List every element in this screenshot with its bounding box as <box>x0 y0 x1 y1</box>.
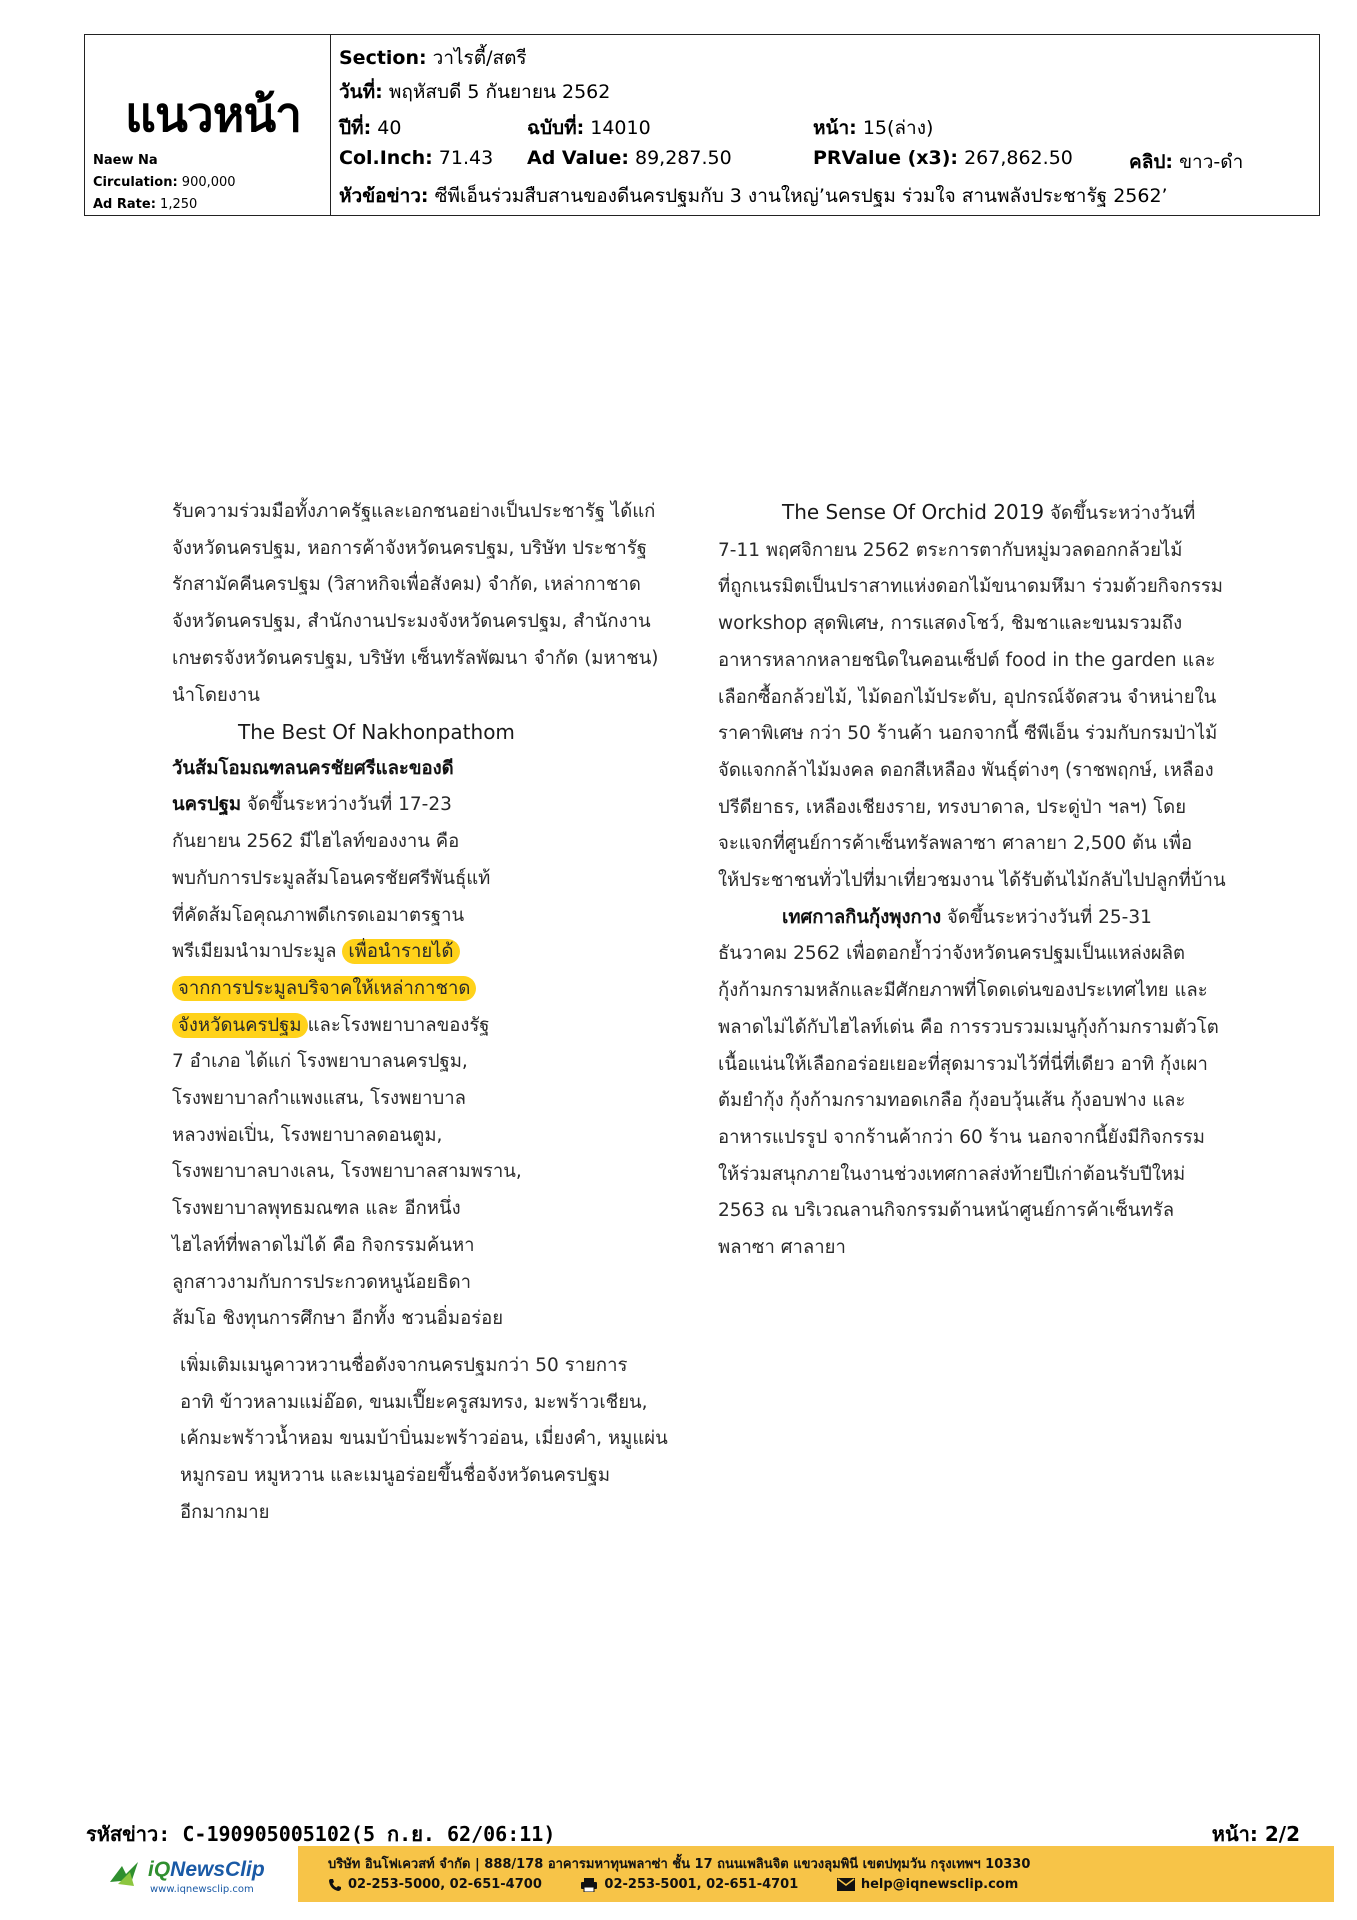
text-line: ปรีดียาธร, เหลืองเชียงราย, ทรงบาดาล, ประดู่ป่า ฯลฯ) โดย <box>718 796 1187 818</box>
text-line: ต้มยำกุ้ง กุ้งก้ามกรามทอดเกลือ กุ้งอบวุ้นเส้น กุ้งอบฟาง และ <box>718 1090 1186 1112</box>
text-line: 7-11 พฤศจิกายน 2562 ตระการตากับหมู่มวลดอกกล้วยไม้ <box>718 539 1183 561</box>
text-line: โรงพยาบาลบางเลน, โรงพยาบาลสามพราน, <box>172 1161 522 1183</box>
publication-logo: แนวหน้า <box>125 87 302 143</box>
text-line: ที่ถูกเนรมิตเป็นปราสาทแห่งดอกไม้ขนาดมหึมา ร่วมด้วยกิจกรรม <box>718 576 1223 598</box>
text-line: ไฮไลท์ที่พลาดไม่ได้ คือ กิจกรรมค้นหา <box>172 1234 475 1256</box>
text-line: อีกมากมาย <box>180 1501 270 1523</box>
publication-name: Naew Na <box>93 153 158 168</box>
text-line: โรงพยาบาลพุทธมณฑล และ อีกหนึ่ง <box>172 1198 461 1220</box>
text-line: เทศกาลกินกุ้งพุงกาง จัดขึ้นระหว่างวันที่ 25-31 <box>782 906 1152 928</box>
text-line: พบกับการประมูลส้มโอนครชัยศรีพันธุ์แท้ <box>172 867 491 889</box>
logo-wordmark: iQNewsClip <box>148 1858 265 1881</box>
text-line: เลือกซื้อกล้วยไม้, ไม้ดอกไม้ประดับ, อุปกรณ์จัดสวน จำหน่ายใน <box>718 686 1217 708</box>
page-field: หน้า: 15(ล่าง) <box>813 117 934 139</box>
text-line: หมูกรอบ หมูหวาน และเมนูอร่อยขึ้นชื่อจังหวัดนครปฐม <box>180 1465 611 1487</box>
text-line: กุ้งก้ามกรามหลักและมีศักยภาพที่โดดเด่นของประเทศไทย และ <box>718 980 1208 1002</box>
text-line: รับความร่วมมือทั้งภาครัฐและเอกชนอย่างเป็นประชารัฐ ได้แก่ <box>172 501 656 522</box>
clipping-header <box>84 34 1320 216</box>
text-line: นครปฐม จัดขึ้นระหว่างวันที่ 17-23 <box>172 794 452 816</box>
page-number: หน้า: 2/2 <box>1211 1822 1300 1846</box>
iqnewsclip-logo <box>108 1856 304 1900</box>
text-line: เค้กมะพร้าวน้ำหอม ขนมบ้าบิ่นมะพร้าวอ่อน, เมี่ยงคำ, หมูแผ่น <box>180 1428 668 1450</box>
text-line: ธันวาคม 2562 เพื่อตอกย้ำว่าจังหวัดนครปฐมเป็นแหล่งผลิต <box>718 943 1186 965</box>
orchid-event-title: The Sense Of Orchid 2019 <box>782 500 1045 524</box>
clipping-details <box>339 35 1319 215</box>
publication-panel <box>85 35 331 215</box>
highlighted-text: จากการประมูลบริจาคให้เหล่ากาชาด <box>172 976 476 1001</box>
contact-bar <box>298 1846 1334 1902</box>
text-line: จัดแจกกล้าไม้มงคล ดอกสีเหลือง พันธุ์ต่างๆ (ราชพฤกษ์, เหลือง <box>718 759 1214 781</box>
company-address: บริษัท อินโฟเควสท์ จำกัด | 888/178 อาคารมหาทุนพลาซ่า ชั้น 17 ถนนเพลินจิต แขวงลุมพินี เขตปทุมวัน กรุงเทพฯ 10330 <box>328 1857 1031 1872</box>
text-line: จังหวัดนครปฐม และโรงพยาบาลของรัฐ <box>172 1008 512 1045</box>
contact-details <box>328 1877 1052 1892</box>
text-line: workshop สุดพิเศษ, การแสดงโชว์, ชิมชาและขนมรวมถึง <box>718 613 1183 635</box>
text-line: ให้ร่วมสนุกภายในงานช่วงเทศกาลส่งท้ายปีเก่าต้อนรับปีใหม่ <box>718 1163 1186 1185</box>
event-title-end: นครปฐม <box>172 794 242 816</box>
text-line: 7 อำเภอ ได้แก่ โรงพยาบาลนครปฐม, <box>172 1051 468 1073</box>
text-line: ส้มโอ ชิงทุนการศึกษา อีกทั้ง ชวนอิ่มอร่อย <box>172 1308 504 1330</box>
section-heading: The Best Of Nakhonpathom <box>238 720 515 744</box>
text-line: รักสามัคคีนครปฐม (วิสาหกิจเพื่อสังคม) จำกัด, เหล่ากาชาด <box>172 574 641 596</box>
text-line: พรีเมียมนำมาประมูล เพื่อนำรายได้ <box>172 934 512 971</box>
section-field: Section: วาไรตี้/สตรี <box>339 47 527 69</box>
text-line: ที่คัดส้มโอคุณภาพดีเกรดเอมาตรฐาน <box>172 904 465 926</box>
text-line: The Sense Of Orchid 2019 จัดขึ้นระหว่างวันที่ <box>782 500 1196 524</box>
email-icon <box>837 1878 855 1891</box>
colinch-field: Col.Inch: 71.43 <box>339 147 494 169</box>
text-line: เนื้อแน่นให้เลือกอร่อยเยอะที่สุดมารวมไว้ที่นี่ที่เดียว อาทิ กุ้งเผา <box>718 1053 1208 1075</box>
text-line: หลวงพ่อเปิ่น, โรงพยาบาลดอนตูม, <box>172 1124 443 1146</box>
best-of-nakhonpathom-section <box>172 714 522 1338</box>
text-line: จังหวัดนครปฐม, หอการค้าจังหวัดนครปฐม, บริษัท ประชารัฐ <box>172 537 647 559</box>
text-line: กันยายน 2562 มีไฮไลท์ของงาน คือ <box>172 831 460 853</box>
highlighted-text: จังหวัดนครปฐม <box>172 1013 308 1038</box>
phone-icon <box>328 1878 342 1892</box>
issue-field: ฉบับที่: 14010 <box>527 117 651 139</box>
circulation: Circulation: 900,000 <box>93 175 236 190</box>
text-line: ลูกสาวงามกับการประกวดหนูน้อยธิดา <box>172 1271 472 1293</box>
email-contact: help@iqnewsclip.com <box>837 1877 1018 1892</box>
headline-field: หัวข้อข่าว: ซีพีเอ็นร่วมสืบสานของดีนครปฐมกับ 3 งานใหญ่’นครปฐม ร่วมใจ สานพลังประชารัฐ 2562’ <box>339 185 1168 207</box>
text-line: จะแจกที่ศูนย์การค้าเซ็นทรัลพลาซา ศาลายา 2,500 ต้น เพื่อ <box>718 833 1193 855</box>
text-line: อาทิ ข้าวหลามแม่อ๊อด, ขนมเปี๊ยะครูสมทรง, มะพร้าวเชียน, <box>180 1391 648 1413</box>
logo-url: www.iqnewsclip.com <box>150 1884 254 1895</box>
article-left-intro <box>172 494 688 714</box>
text-line: ให้ประชาชนทั่วไปที่มาเที่ยวชมงาน ได้รับต้นไม้กลับไปปลูกที่บ้าน <box>718 870 1226 892</box>
ad-rate: Ad Rate: 1,250 <box>93 197 198 212</box>
article-left-bottom <box>180 1348 696 1532</box>
shrimp-event-title: เทศกาลกินกุ้งพุงกาง <box>782 906 942 928</box>
text-line: จังหวัดนครปฐม, สำนักงานประมงจังหวัดนครปฐม, สำนักงาน <box>172 611 651 633</box>
clip-field: คลิป: ขาว-ดำ <box>1129 151 1244 173</box>
text-line: เพิ่มเติมเมนูคาวหวานชื่อดังจากนครปฐมกว่า 50 รายการ <box>180 1355 628 1376</box>
date-field: วันที่: พฤหัสบดี 5 กันยายน 2562 <box>339 81 611 103</box>
text-line: เกษตรจังหวัดนครปฐม, บริษัท เซ็นทรัลพัฒนา จำกัด (มหาชน) <box>172 647 659 669</box>
text-line: 2563 ณ บริเวณลานกิจกรรมด้านหน้าศูนย์การค้าเซ็นทรัล <box>718 1200 1175 1222</box>
text-line: พลาดไม่ได้กับไฮไลท์เด่น คือ การรวบรวมเมนูกุ้งก้ามกรามตัวโต <box>718 1016 1219 1038</box>
advalue-field: Ad Value: 89,287.50 <box>527 147 732 169</box>
fax-icon <box>580 1878 598 1892</box>
event-title: วันส้มโอมณฑลนครชัยศรีและของดี <box>172 757 454 779</box>
phone-contact: 02-253-5000, 02-651-4700 <box>328 1877 542 1892</box>
highlighted-text: เพื่อนำรายได้ <box>342 939 459 964</box>
fax-contact: 02-253-5001, 02-651-4701 <box>580 1877 798 1892</box>
text-line: โรงพยาบาลกำแพงแสน, โรงพยาบาล <box>172 1088 466 1110</box>
text-line <box>172 971 512 1008</box>
text-line: ราคาพิเศษ กว่า 50 ร้านค้า นอกจากนี้ ซีพีเอ็น ร่วมกับกรมป่าไม้ <box>718 723 1218 745</box>
article-right-column <box>718 494 1238 1267</box>
news-reference-code: รหัสข่าว: C-190905005102(5 ก.ย. 62/06:11) <box>86 1822 556 1846</box>
bird-icon <box>108 1860 144 1890</box>
text-line: นำโดยงาน <box>172 684 260 706</box>
text-line: อาหารแปรรูป จากร้านค้ากว่า 60 ร้าน นอกจากนี้ยังมีกิจกรรม <box>718 1126 1205 1148</box>
prvalue-field: PRValue (x3): 267,862.50 <box>813 147 1073 169</box>
year-field: ปีที่: 40 <box>339 117 402 139</box>
text-line: อาหารหลากหลายชนิดในคอนเซ็ปต์ food in the garden และ <box>718 649 1216 671</box>
text-line: พลาซา ศาลายา <box>718 1237 846 1259</box>
